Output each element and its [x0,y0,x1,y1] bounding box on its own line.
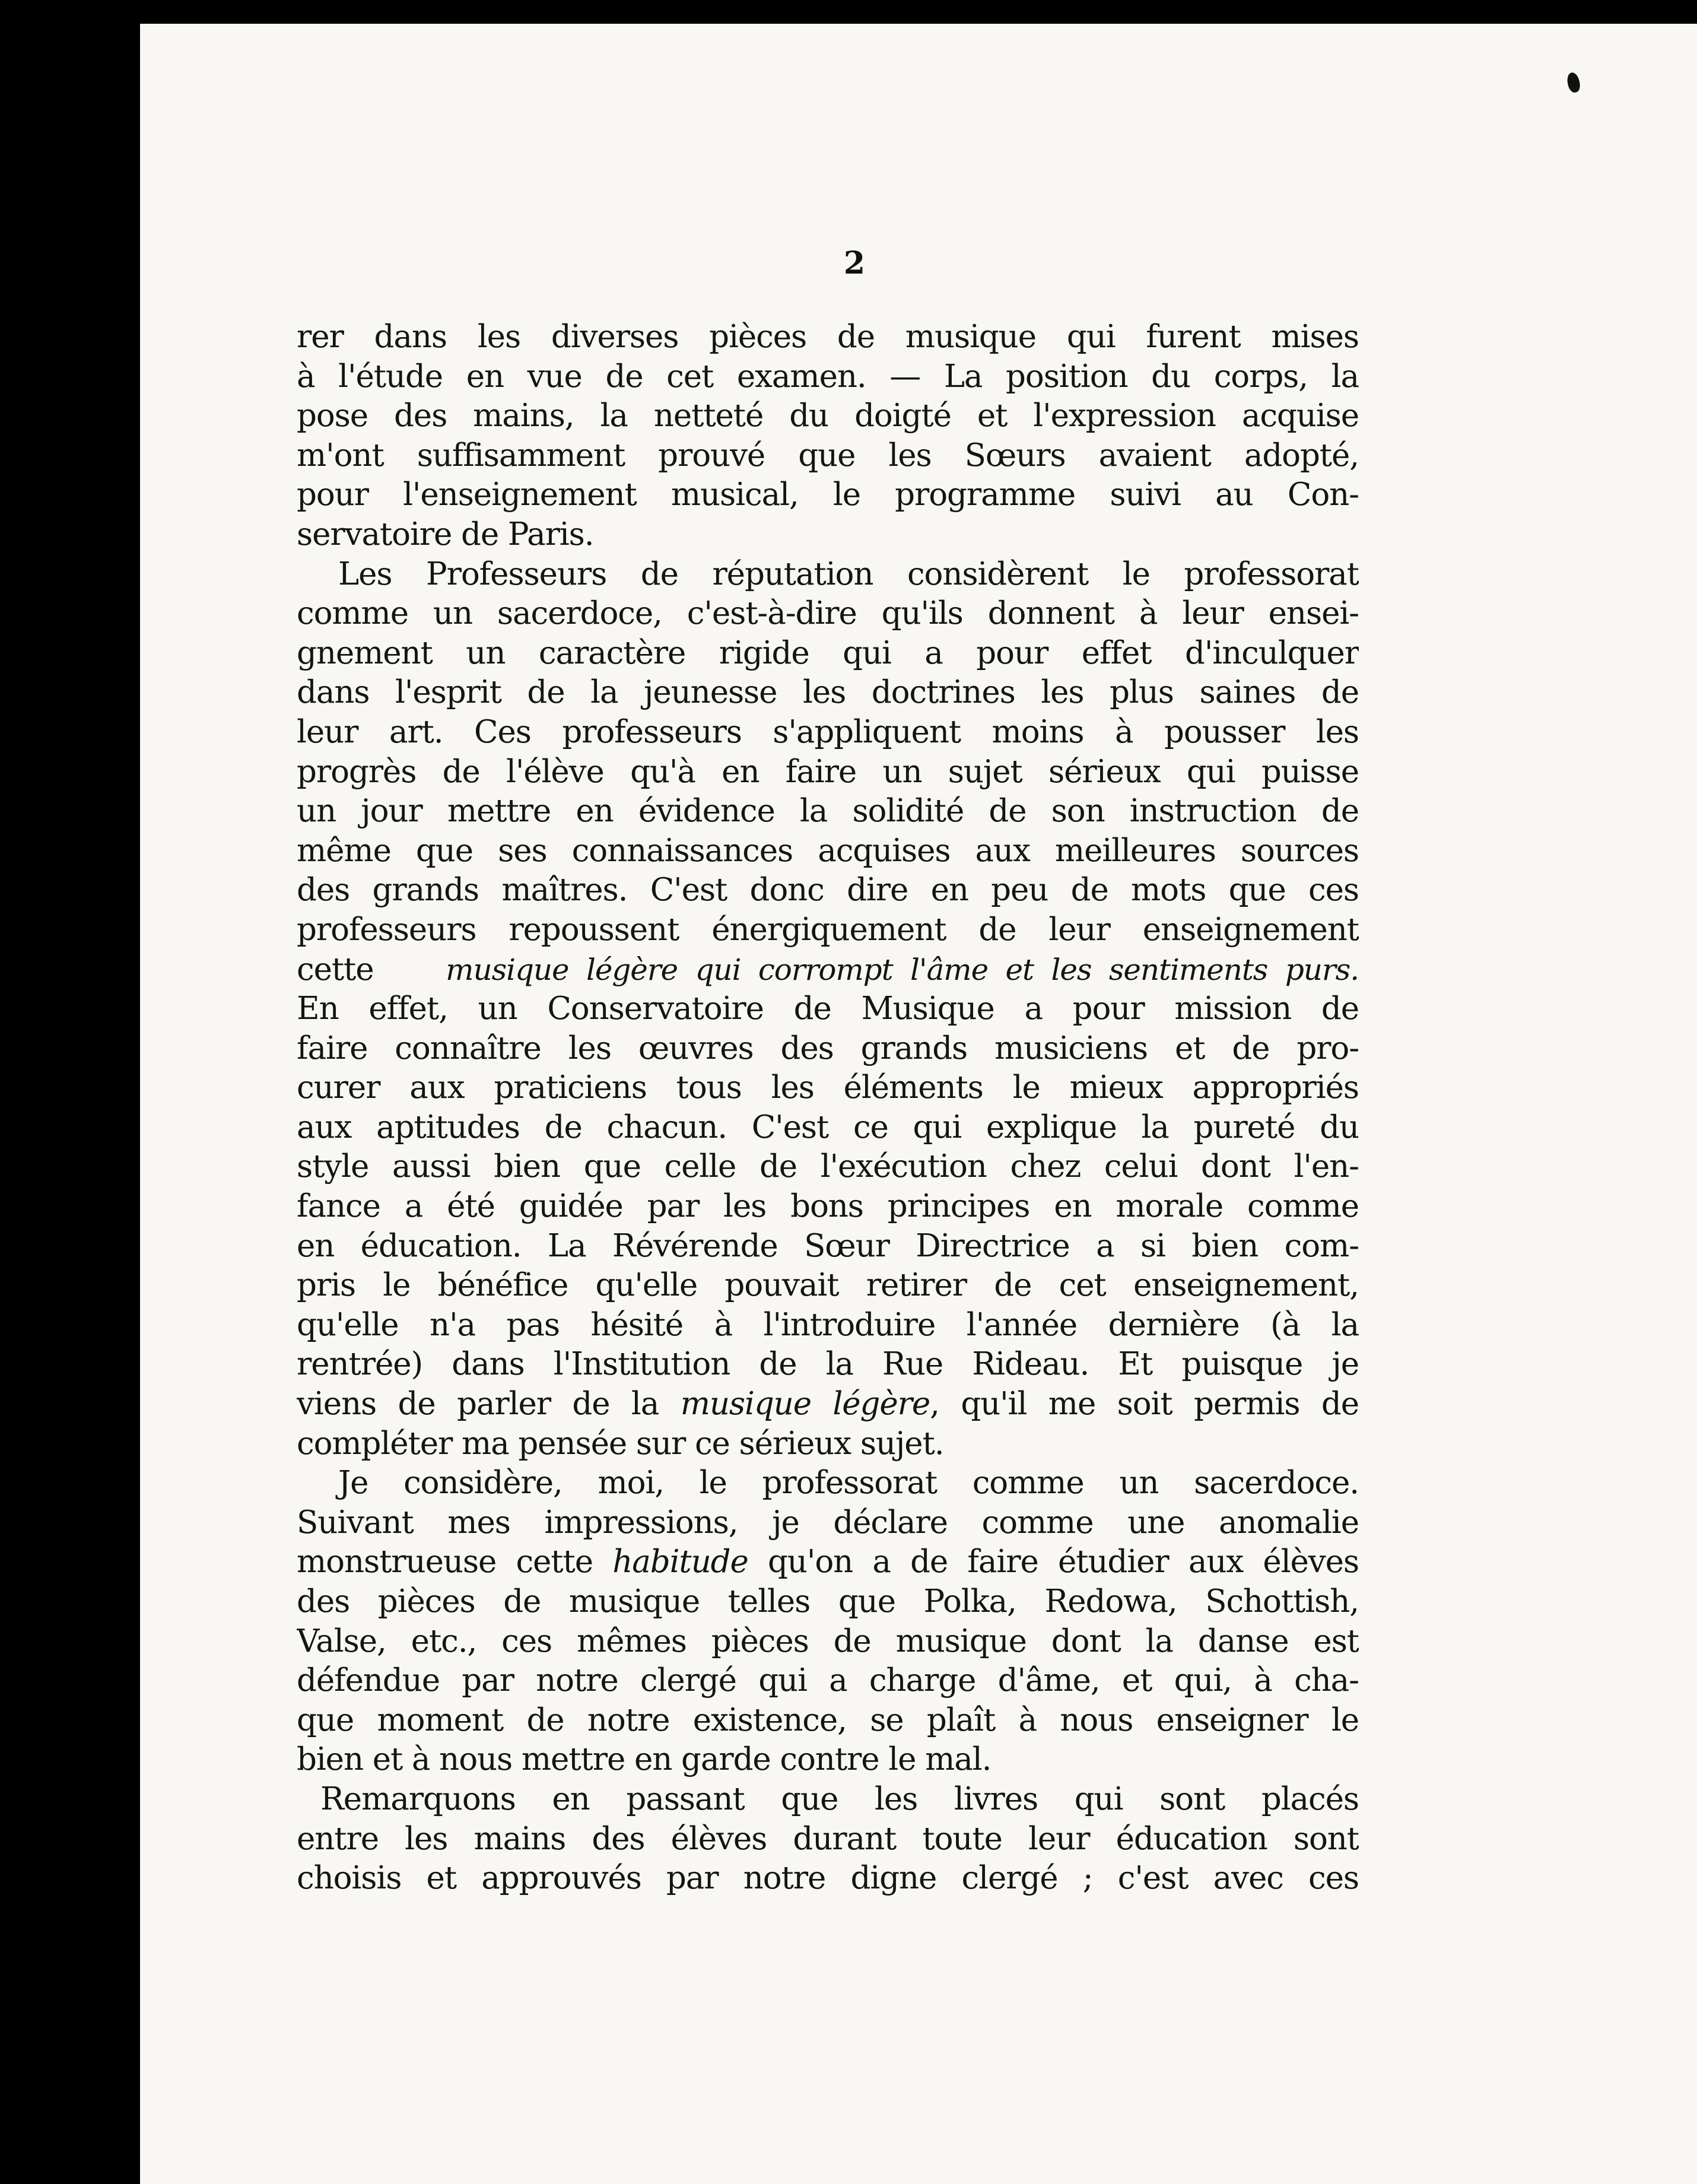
text-line: fance a été guidée par les bons principes en morale comme [297,1188,1359,1225]
text-line: leur art. Ces professeurs s'appliquent moins à pousser les [297,713,1359,750]
text-line: que moment de notre existence, se plaît à nous enseigner le [297,1702,1359,1738]
text-line: défendue par notre clergé qui a charge d'âme, et qui, à cha- [297,1662,1359,1699]
text-line: curer aux praticiens tous les éléments le mieux appropriés [297,1069,1359,1106]
text-line: pris le bénéfice qu'elle pouvait retirer de cet enseignement, [297,1267,1359,1304]
text-line: qu'elle n'a pas hésité à l'introduire l'année dernière (à la [297,1306,1359,1343]
text-line: en éducation. La Révérende Sœur Directrice a si bien com- [297,1227,1359,1264]
text-line: faire connaître les œuvres des grands musiciens et de pro- [297,1030,1359,1066]
text-line: un jour mettre en évidence la solidité de son instruction de [297,793,1359,830]
text-segment: qu'on a de faire étudier aux élèves [767,1544,1359,1580]
text-line: progrès de l'élève qu'à en faire un sujet sérieux qui puisse [297,753,1359,790]
text-line [297,950,1359,990]
text-line: bien et à nous mettre en garde contre le mal. [297,1741,991,1778]
text-line: dans l'esprit de la jeunesse les doctrines les plus saines de [297,674,1359,711]
text-line: En effet, un Conservatoire de Musique a pour mission de [297,991,1359,1027]
italic-phrase: musique légère qui corrompt l'âme et les sentiments purs. [446,952,1359,987]
text-line: pose des mains, la netteté du doigté et l'expression acquise [297,398,1359,434]
text-line: servatoire de Paris. [297,516,594,553]
text-line [297,1385,1359,1424]
ink-speck [1566,71,1582,93]
text-line: pour l'enseignement musical, le programme suivi au Con- [297,477,1359,513]
page-number: 2 [843,245,866,281]
text-line: m'ont suffisamment prouvé que les Sœurs avaient adopté, [297,437,1359,474]
italic-phrase: musique légère [680,1386,930,1423]
text-line: style aussi bien que celle de l'exécution chez celui dont l'en- [297,1148,1359,1185]
text-line: entre les mains des élèves durant toute leur éducation sont [297,1820,1359,1857]
text-line: aux aptitudes de chacun. C'est ce qui explique la pureté du [297,1109,1359,1145]
text-segment: viens de parler de la [297,1386,659,1423]
text-line: même que ses connaissances acquises aux meilleures sources [297,832,1359,869]
text-line: Suivant mes impressions, je déclare comme une anomalie [297,1504,1359,1541]
text-line: compléter ma pensée sur ce sérieux sujet. [297,1425,944,1462]
italic-phrase: habitude [612,1544,748,1580]
text-line: choisis et approuvés par notre digne clergé ; c'est avec ces [297,1860,1359,1897]
text-line: Valse, etc., ces mêmes pièces de musique dont la danse est [297,1623,1359,1659]
text-line: à l'étude en vue de cet examen. — La position du corps, la [297,358,1359,395]
text-line: rer dans les diverses pièces de musique qui furent mises [297,319,1359,355]
text-line: comme un sacerdoce, c'est-à-dire qu'ils donnent à leur ensei- [297,595,1359,632]
paragraph-start-line: Remarquons en passant que les livres qui sont placés [320,1780,1359,1817]
text-segment: monstrueuse cette [297,1544,593,1580]
text-line: gnement un caractère rigide qui a pour effet d'inculquer [297,634,1359,671]
text-line: des grands maîtres. C'est donc dire en peu de mots que ces [297,872,1359,909]
text-segment: , qu'il me soit permis de [930,1386,1359,1423]
paragraph-start-line: Les Professeurs de réputation considèrent le professorat [338,555,1359,592]
text-line: professeurs repoussent énergiquement de leur enseignement [297,911,1359,948]
body-text [297,318,1359,1899]
text-segment: cette [297,951,374,988]
text-line: rentrée) dans l'Institution de la Rue Rideau. Et puisque je [297,1346,1359,1383]
text-line: des pièces de musique telles que Polka, Redowa, Schottish, [297,1583,1359,1620]
paragraph-start-line: Je considère, moi, le professorat comme un sacerdoce. [338,1465,1359,1502]
text-line [297,1542,1359,1582]
